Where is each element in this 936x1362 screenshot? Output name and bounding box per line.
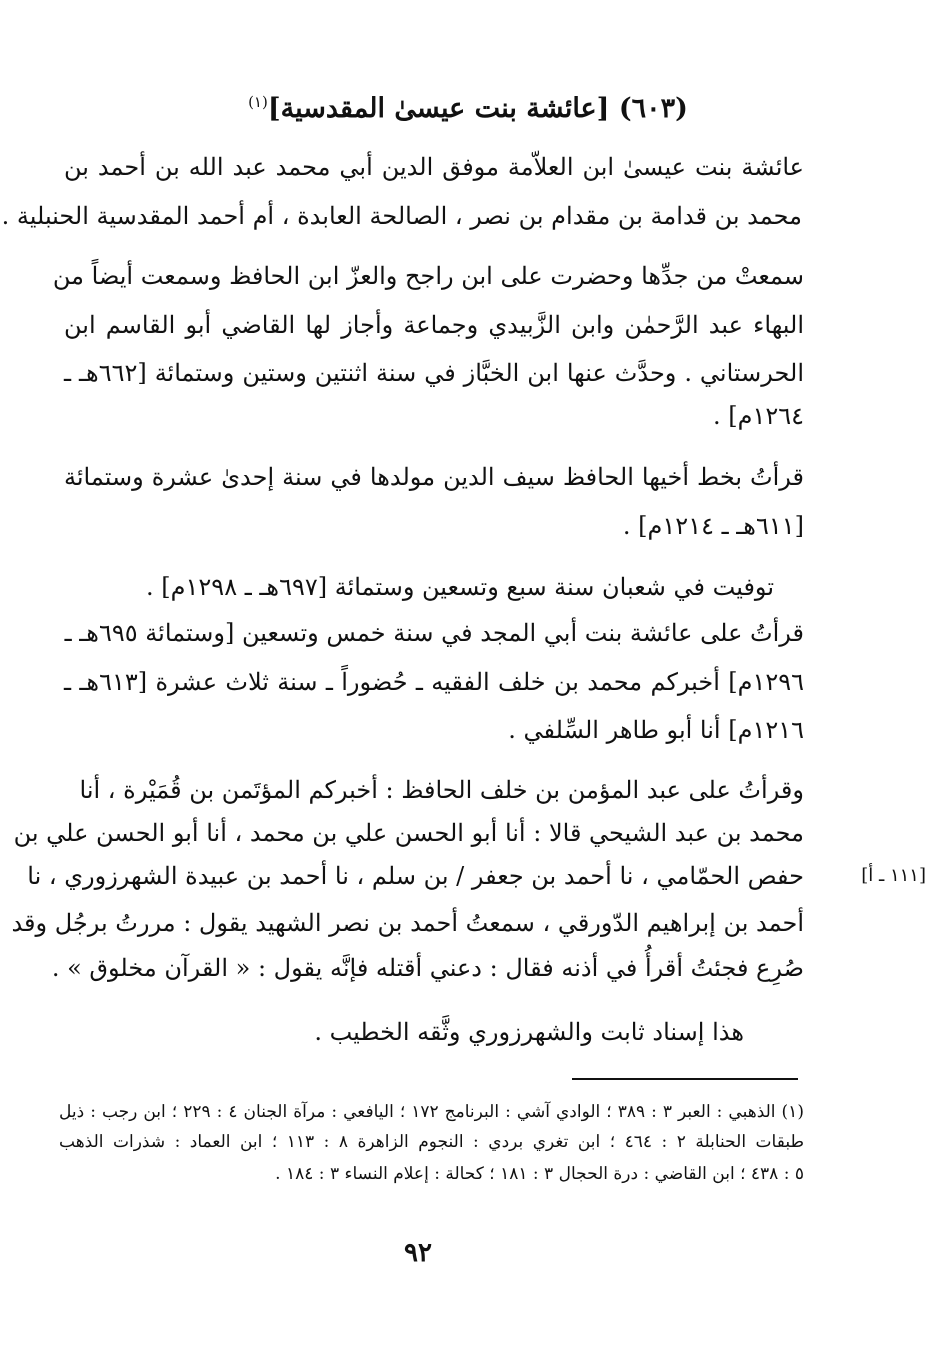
- footnote-line: طبقات الحنابلة ٢ : ٤٦٤ ؛ ابن تغري بردي : النجوم الزاهرة ٨ : ١١٣ ؛ ابن العماد : شذرات الذهب: [59, 1132, 804, 1152]
- entry-title: [150, 82, 786, 129]
- entry-title-text: (٦٠٣) [عائشة بنت عيسىٰ المقدسية]: [267, 93, 688, 124]
- body-line: ١٢١٦م] أنا أبو طاهر السِّلفي .: [508, 716, 804, 744]
- body-line: هذا إسناد ثابت والشهرزوري وثَّقه الخطيب .: [314, 1018, 744, 1046]
- body-line: الحرستاني . وحدَّث عنها ابن الخبَّاز في سنة اثنتين وستين وستمائة [٦٦٢هـ ـ: [64, 359, 804, 387]
- body-line: حفص الحمّامي ، نا أحمد بن جعفر / بن سلم ، نا أحمد بن عبيدة الشهرزوري ، نا: [27, 862, 804, 890]
- body-line: محمد بن عبد الشيحي قالا : أنا أبو الحسن علي بن محمد ، أنا أبو الحسن علي بن: [13, 819, 804, 847]
- body-line: صُرِع فجئتُ أقرأُ في أذنه فقال : دعني أقتله فإنَّه يقول : « القرآن مخلوق » .: [51, 954, 804, 982]
- body-line: عائشة بنت عيسىٰ ابن العلاّمة موفق الدين أبي محمد عبد الله بن أحمد بن: [64, 153, 804, 181]
- body-line: [٦١١هـ ـ ١٢١٤م] .: [622, 512, 804, 540]
- body-line: قرأتُ بخط أخيها الحافظ سيف الدين مولدها في سنة إحدىٰ عشرة وستمائة: [64, 463, 804, 491]
- body-line: سمعتْ من جدِّها وحضرت على ابن راجح والعزّ ابن الحافظ وسمعت أيضاً من: [52, 262, 804, 290]
- body-line: قرأتُ على عائشة بنت أبي المجد في سنة خمس وتسعين [وستمائة ٦٩٥هـ ـ: [64, 619, 804, 647]
- footnote-line: ٥ : ٤٣٨ ؛ ابن القاضي : درة الحجال ٣ : ١٨١ ؛ كحالة : إعلام النساء ٣ : ١٨٤ .: [275, 1164, 804, 1184]
- body-line: البهاء عبد الرَّحمٰن وابن الزَّبيدي وجماعة وأجاز لها القاضي أبو القاسم ابن: [64, 311, 804, 339]
- body-line: وقرأتُ على عبد المؤمن بن خلف الحافظ : أخبركم المؤتَمن بن قُمَيْرة ، أنا: [79, 776, 804, 804]
- footnote-reference: (١): [248, 93, 268, 111]
- manuscript-folio-note: [١١١ ـ أ]: [861, 865, 926, 886]
- body-line: ١٢٦٤م] .: [712, 402, 804, 430]
- body-line: ١٢٩٦م] أخبركم محمد بن خلف الفقيه ـ حُضوراً ـ سنة ثلاث عشرة [٦١٣هـ ـ: [64, 668, 804, 696]
- footnote-line: (١) الذهبي : العبر ٣ : ٣٨٩ ؛ الوادي آشي : البرنامج ١٧٢ ؛ اليافعي : مرآة الجنان ٤ : ٢٢٩ ؛ ابن رجب : ذيل: [59, 1102, 804, 1122]
- footnote-separator: [572, 1078, 798, 1080]
- body-line: أحمد بن إبراهيم الدّورقي ، سمعتُ أحمد بن نصر الشهيد يقول : مررتُ برجُل وقد: [11, 909, 804, 937]
- body-line: محمد بن قدامة بن مقدام بن نصر ، الصالحة العابدة ، أم أحمد المقدسية الحنبلية .: [1, 202, 802, 230]
- body-line: توفيت في شعبان سنة سبع وتسعين وستمائة [٦٩٧هـ ـ ١٢٩٨م] .: [146, 573, 774, 601]
- page-number: ٩٢: [404, 1238, 432, 1268]
